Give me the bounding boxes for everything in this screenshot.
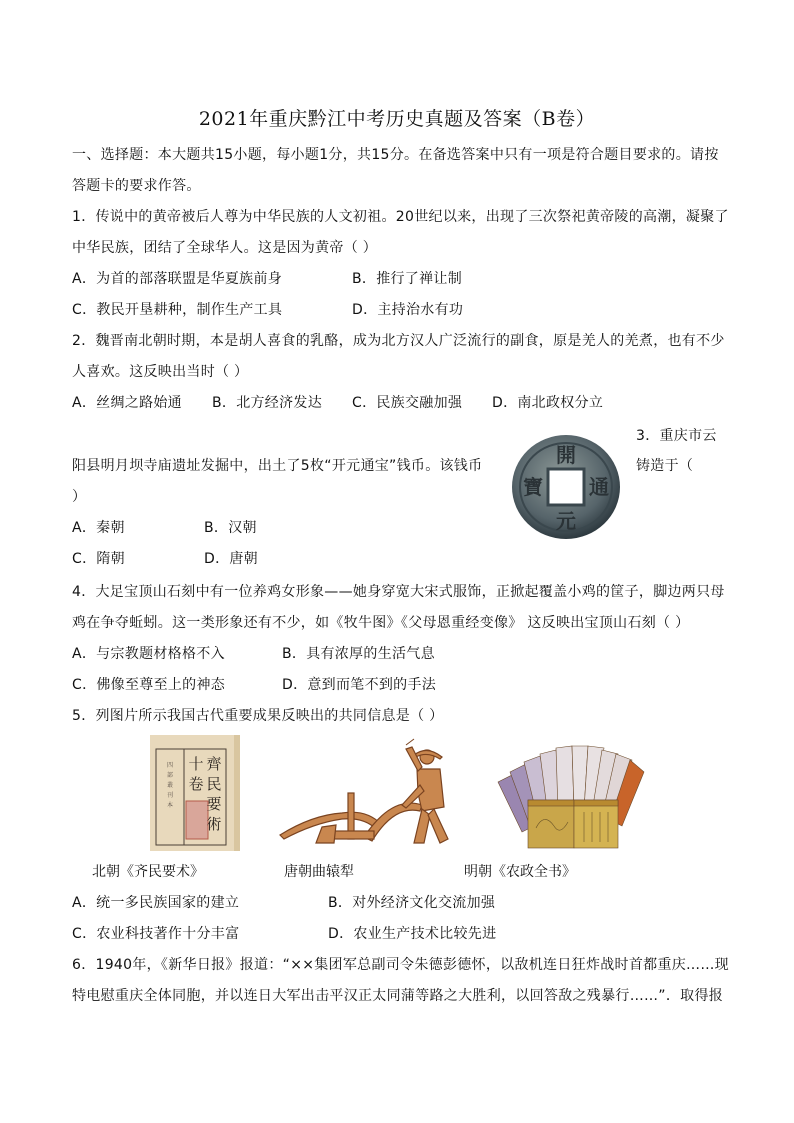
svg-text:部: 部 xyxy=(166,772,174,779)
section-intro-line1: 一、选择题：本大题共15小题，每小题1分，共15分。在备选答案中只有一项是符合题目要求的。请按 xyxy=(72,147,719,163)
question-3-option-b: B．汉朝 xyxy=(204,520,257,536)
question-1-line2: 中华民族，团结了全球华人。这是因为黄帝（ ） xyxy=(72,240,378,256)
question-3-option-c: C．隋朝 xyxy=(72,551,125,567)
question-1-option-a: A．为首的部落联盟是华夏族前身 xyxy=(72,271,283,287)
question-5-line1: 5．列图片所示我国古代重要成果反映出的共同信息是（ ） xyxy=(72,708,444,724)
svg-text:本: 本 xyxy=(166,802,174,809)
svg-text:十: 十 xyxy=(188,755,204,773)
question-4-line1: 4．大足宝顶山石刻中有一位养鸡女形象——她身穿宽大宋式服饰，正掀起覆盖小鸡的筐子，脚边两只母 xyxy=(72,584,725,600)
svg-text:元: 元 xyxy=(556,509,576,533)
question-5-option-d: D．农业生产技术比较先进 xyxy=(328,926,497,942)
question-4-option-a: A．与宗教题材格格不入 xyxy=(72,646,225,662)
question-1-option-b: B．推行了禅让制 xyxy=(352,271,463,287)
question-3-line2: 阳县明月坝寺庙遗址发掘中，出土了5枚“开元通宝”钱币。该钱币 xyxy=(72,458,483,474)
question-2-line1: 2．魏晋南北朝时期，本是胡人喜食的乳酪，成为北方汉人广泛流行的副食，原是羌人的羌煮，也有不少 xyxy=(72,333,725,349)
svg-text:術: 術 xyxy=(206,815,222,833)
svg-text:四: 四 xyxy=(166,762,174,769)
question-3-line1: 3．重庆市云 xyxy=(636,428,717,444)
question-1-line1: 1．传说中的黄帝被后人尊为中华民族的人文初祖。20世纪以来，出现了三次祭祀黄帝陵的高潮，凝聚了 xyxy=(72,209,729,225)
question-4-option-c: C．佛像至尊至上的神态 xyxy=(72,677,226,693)
question-1-option-d: D．主持治水有功 xyxy=(352,302,464,318)
question-3-line3: 铸造于（ xyxy=(636,458,694,474)
svg-text:要: 要 xyxy=(206,795,222,813)
qimin-yaoshu-image xyxy=(150,735,240,851)
question-2-option-a: A．丝绸之路始通 xyxy=(72,395,182,411)
question-5-option-b: B．对外经济文化交流加强 xyxy=(328,895,496,911)
svg-text:開: 開 xyxy=(556,443,576,467)
question-3-option-a: A．秦朝 xyxy=(72,520,125,536)
svg-text:民: 民 xyxy=(206,775,222,793)
svg-text:卷: 卷 xyxy=(188,775,204,793)
question-6-line1: 6．1940年，《新华日报》报道：“××集团军总副司令朱德彭德怀，以敌机连日狂炸战时首都重庆……现 xyxy=(72,957,729,973)
question-2-line2: 人喜欢。这反映出当时（ ） xyxy=(72,364,249,380)
image-caption-quyuan-plough: 唐朝曲辕犁 xyxy=(284,864,354,880)
question-2-option-d: D．南北政权分立 xyxy=(492,395,604,411)
svg-text:通: 通 xyxy=(589,475,609,499)
question-3-option-d: D．唐朝 xyxy=(204,551,258,567)
document-title: 2021年重庆黔江中考历史真题及答案（B卷） xyxy=(198,108,596,130)
question-2-option-b: B．北方经济发达 xyxy=(212,395,323,411)
image-caption-nongzheng-quanshu: 明朝《农政全书》 xyxy=(464,864,576,880)
section-intro-line2: 答题卡的要求作答。 xyxy=(72,178,201,194)
question-4-option-b: B．具有浓厚的生活气息 xyxy=(282,646,435,662)
svg-text:齊: 齊 xyxy=(206,755,222,773)
svg-text:叢: 叢 xyxy=(166,782,174,789)
question-3-line4: ） xyxy=(72,489,87,505)
image-caption-qimin-yaoshu: 北朝《齐民要术》 xyxy=(92,864,204,880)
question-6-line2: 特电慰重庆全体同胞，并以连日大军出击平汉正太同蒲等路之大胜利，以回答敌之残暴行……”．取得报 xyxy=(72,988,724,1004)
question-4-option-d: D．意到而笔不到的手法 xyxy=(282,677,437,693)
question-5-option-c: C．农业科技著作十分丰富 xyxy=(72,926,240,942)
question-2-option-c: C．民族交融加强 xyxy=(352,395,463,411)
question-5-option-a: A．统一多民族国家的建立 xyxy=(72,895,240,911)
nongzheng-quanshu-image xyxy=(488,738,648,850)
question-1-option-c: C．教民开垦耕种，制作生产工具 xyxy=(72,302,283,318)
question-4-line2: 鸡在争夺蚯蚓。这一类形象还有不少，如《牧牛图》《父母恩重经变像》 这反映出宝顶山石刻（ ） xyxy=(72,615,690,631)
kaiyuan-coin-image xyxy=(506,432,626,542)
quyuan-plough-image xyxy=(272,735,472,850)
svg-text:刊: 刊 xyxy=(166,792,174,799)
svg-text:寶: 寶 xyxy=(523,475,543,499)
